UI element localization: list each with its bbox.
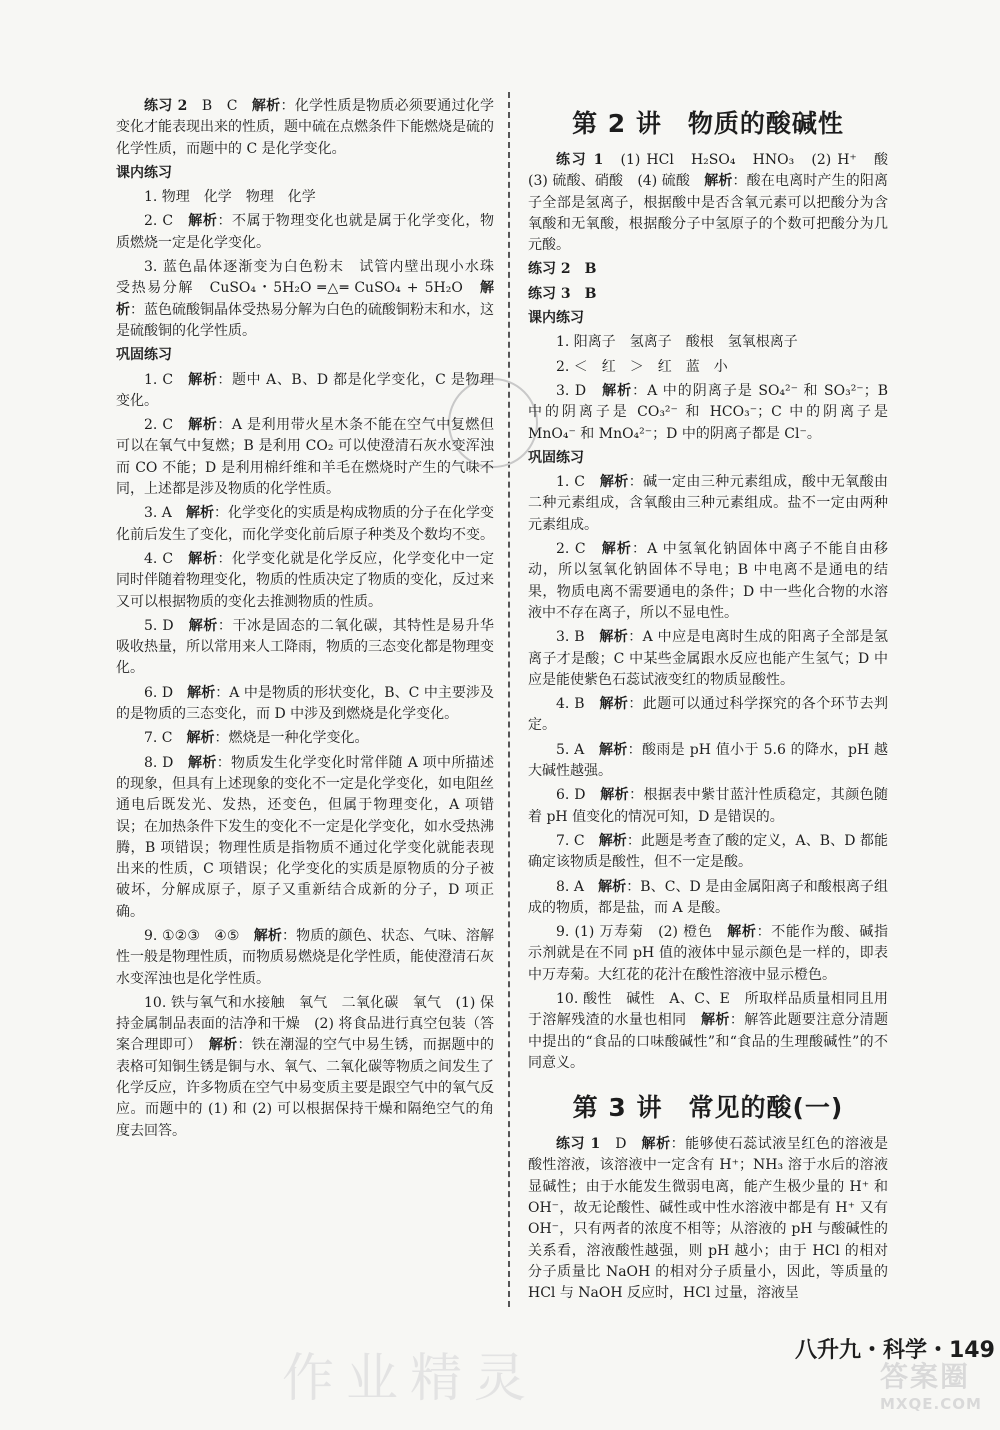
answer-paragraph: 1. 物理 化学 物理 化学 [144,189,316,206]
subheading: 课内练习 [528,310,584,327]
answer-paragraph: 7. C 解析：此题是考查了酸的定义，A、B、D 都能确定该物质是酸性，但不一定是酸。 [528,832,888,871]
answer-paragraph: 2. C 解析：A 是利用带火星木条不能在空气中复燃但可以在氧气中复燃；B 是利用 CO₂ 可以使澄清石灰水变浑浊而 CO 不能；D 是利用棉纤维和羊毛在燃烧时产生的气味不同，上述都是涉及物质的化学性质。 [116,417,494,498]
subheading: 练习 3 B [528,285,597,302]
left-column [116,96,508,1145]
answer-paragraph: 8. A 解析：B、C、D 是由金属阳离子和酸根离子组成的物质，都是盐，而 A 是酸。 [528,878,888,916]
site-logo: 答案圈 MXQE.COM [880,1360,982,1413]
answer-paragraph: 8. D 解析：物质发生化学变化时常伴随 A 项中所描述的现象，但具有上述现象的变化不一定是化学变化，如电阻丝通电后既发光、发热，还变色，但属于物理变化，A 项错误；在加热条件下发生的变化不一定是化学变化，如水受热沸腾，B 项错误；物理性质是指物质不通过化学变化就能表现出来的性质，C 项错误；化学变化的实质是原物质的分子被破坏，分解成原子，原子又重新结合成新的分子，D 项正确。 [116,754,494,920]
answer-paragraph: 练习 2 B C 解析：化学性质是物质必须要通过化学变化才能表现出来的性质，题中硫在点燃条件下能燃烧是硫的化学性质，而题中的 C 是化学变化。 [116,98,495,157]
answer-paragraph: 5. A 解析：酸雨是 pH 值小于 5.6 的降水，pH 越大碱性越强。 [528,741,888,780]
answer-paragraph: 9. ①②③ ④⑤ 解析：物质的颜色、状态、气味、溶解性一般是物理性质，而物质易燃烧是化学性质，能使澄清石灰水变浑浊也是化学性质。 [116,927,495,987]
right-column [528,100,902,1308]
answer-paragraph: 10. 酸性 碱性 A、C、E 所取样品质量相同且用于溶解残渣的水量也相同 解析：解答此题要注意分清题中提出的“食品的口味酸碱性”和“食品的生理酸碱性”的不同意义。 [528,990,889,1071]
answer-paragraph: 练习 1 D 解析：能够使石蕊试液呈红色的溶液是酸性溶液，该溶液中一定含有 H⁺；NH₃ 溶于水后的溶液显碱性；由于水能发生微弱电离，能产生极少量的 H⁺ 和 OH⁻，故无论酸性、碱性或中性水溶液中都是有 H⁺ 又有 OH⁻，只有两者的浓度不相等；从溶液的 pH 与酸碱性的关系看，溶液酸性越强，则 pH 越小；由于 HCl 的相对分子质量比 NaOH 的相对分子质量小，因此，等质量的 HCl 与 NaOH 反应时，HCl 过量，溶液呈 [528,1136,893,1302]
answer-paragraph: 5. D 解析：干冰是固态的二氧化碳，其特性是易升华吸收热量，所以常用来人工降雨，物质的三态变化都是物理变化。 [116,617,495,677]
answer-paragraph: 6. D 解析：A 中是物质的形状变化，B、C 中主要涉及的是物质的三态变化，而 D 中涉及到燃烧是化学变化。 [116,684,494,723]
answer-paragraph: 10. 铁与氧气和水接触 氧气 二氧化碳 氧气 (1) 保持金属制品表面的洁净和干燥 (2) 将食品进行真空包装（答案合理即可） 解析：铁在潮湿的空气中易生锈，而据题中的表格可知铜生锈是铜与水、氧气、二氧化碳等物质之间发生了化学反应，许多物质在空气中易变质主要是跟空气中的氧气反应。而题中的 (1) 和 (2) 可以根据保持干燥和隔绝空气的角度去回答。 [116,994,495,1139]
page-footer: 八升九・科学・149 [795,1338,995,1363]
column-divider [508,92,510,1307]
watermark-text: 作业精灵 [282,1349,539,1409]
subheading: 巩固练习 [116,347,172,364]
section-title-3: 第 3 讲 常见的酸(一) [572,1093,844,1123]
answer-paragraph: 4. B 解析：此题可以通过科学探究的各个环节去判定。 [528,696,889,734]
answer-paragraph: 1. C 解析：碱一定由三种元素组成，酸中无氧酸由二种元素组成，含氧酸由三种元素组成。盐不一定由两种元素组成。 [528,474,889,533]
answer-paragraph: 1. C 解析：题中 A、B、D 都是化学变化，C 是物理变化。 [116,371,495,409]
answer-paragraph: 3. 蓝色晶体逐渐变为白色粉末 试管内壁出现小水珠 受热易分解 CuSO₄・5H₂O ═△═ CuSO₄ + 5H₂O 解析：蓝色硫酸铜晶体受热易分解为白色的硫酸铜粉末和水，这是硫酸铜的化学性质。 [116,259,508,339]
subheading: 练习 2 B [528,261,597,278]
answer-paragraph: 练习 1 (1) HCl H₂SO₄ HNO₃ (2) H⁺ 酸 (3) 硫酸、硝酸 (4) 硫酸 解析：酸在电离时产生的阳离子全部是氢离子，根据酸中是否含氧元素可以把酸分为含氧酸和无氧酸，根据酸分子中氢原子的个数可把酸分为几元酸。 [528,152,902,254]
answer-paragraph: 6. D 解析：根据表中紫甘蓝汁性质稳定，其颜色随着 pH 值变化的情况可知，D 是错误的。 [528,787,889,825]
answer-paragraph: 4. C 解析：化学变化就是化学反应，化学变化中一定同时伴随着物理变化，物质的性质决定了物质的变化，反过来又可以根据物质的变化去推测物质的性质。 [116,550,494,610]
answer-paragraph: 2. C 解析：A 中氢氧化钠固体中离子不能自由移动，所以氢氧化钠固体不导电；B 中电离不是通电的结果，物质电离不需要通电的条件；D 中一些化合物的水溶液中不存在离子，所以不显电性。 [528,541,888,621]
subheading: 课内练习 [116,164,172,181]
subheading: 巩固练习 [528,449,584,466]
answer-paragraph: 3. D 解析：A 中的阴离子是 SO₄²⁻ 和 SO₃²⁻；B 中的阴离子是 CO₃²⁻ 和 HCO₃⁻；C 中的阴离子是 MnO₄⁻ 和 MnO₄²⁻；D 中的阴离子都是 Cl⁻。 [528,382,893,442]
answer-paragraph: 2. ＜ 红 ＞ 红 蓝 小 [556,358,728,375]
answer-paragraph: 2. C 解析：不属于物理变化也就是属于化学变化，物质燃烧一定是化学变化。 [116,213,494,251]
answer-paragraph: 1. 阳离子 氢离子 酸根 氢氧根离子 [556,334,798,351]
answer-paragraph: 9. (1) 万寿菊 (2) 橙色 解析：不能作为酸、碱指示剂就是在不同 pH 值的液体中显示颜色是一样的，即表中万寿菊。大红花的花汁在酸性溶液中显示橙色。 [528,924,889,983]
answer-paragraph: 7. C 解析：燃烧是一种化学变化。 [144,730,369,747]
section-2-body [528,150,902,1074]
answer-paragraph: 3. A 解析：化学变化的实质是构成物质的分子在化学变化前后发生了变化，而化学变化前后原子种类及个数均不变。 [116,505,495,543]
section-3-body [528,1134,893,1304]
answer-paragraph: 3. B 解析：A 中应是电离时生成的阳离子全部是氢离子才是酸；C 中某些金属跟水反应也能产生氢气；D 中应是能使紫色石蕊试液变红的物质显酸性。 [528,629,889,688]
section-title-2: 第 2 讲 物质的酸碱性 [572,109,844,138]
